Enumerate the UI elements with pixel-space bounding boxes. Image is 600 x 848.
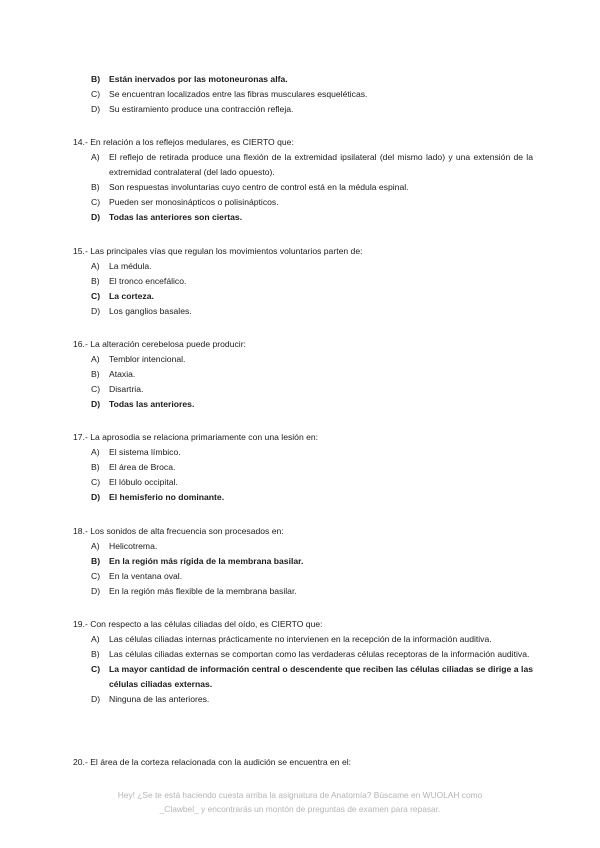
option-letter: B) (91, 74, 101, 84)
option-a (73, 352, 533, 367)
option-letter: C) (91, 477, 101, 487)
question-stem: 17.- La aprosodia se relaciona primariamente con una lesión en: (73, 432, 319, 442)
option-text: En la región más rígida de la membrana basilar. (109, 556, 304, 566)
option-text: Las células ciliadas externas se comportan como las verdaderas células receptoras de la información auditiva. (109, 649, 530, 659)
option-c (73, 662, 533, 692)
option-b (73, 647, 533, 662)
option-text: Se encuentran localizados entre las fibras musculares esqueléticas. (109, 89, 368, 99)
option-letter: A) (91, 541, 100, 551)
option-letter: C) (91, 291, 101, 301)
footer-line-2: _Clawbel_ y encontrarás un montón de preguntas de examen para repasar. (159, 804, 441, 814)
option-b (73, 554, 533, 569)
option-letter: C) (91, 384, 101, 394)
option-text: Temblor intencional. (109, 354, 186, 364)
option-letter: B) (91, 649, 100, 659)
option-text: Ataxia. (109, 369, 136, 379)
option-d (73, 584, 533, 599)
question-13-continued (73, 72, 533, 117)
option-d (73, 490, 533, 505)
option-text: La médula. (109, 261, 152, 271)
option-b (73, 367, 533, 382)
option-text: Ninguna de las anteriores. (109, 694, 210, 704)
question-14 (73, 135, 533, 225)
option-letter: B) (91, 182, 100, 192)
option-a (73, 150, 533, 180)
option-c (73, 382, 533, 397)
option-text: Disartria. (109, 384, 144, 394)
option-letter: D) (91, 586, 101, 596)
option-letter: B) (91, 462, 100, 472)
option-text: Las células ciliadas internas prácticamente no intervienen en la recepción de la información auditiva. (109, 634, 492, 644)
option-text: El hemisferio no dominante. (109, 492, 225, 502)
option-a (73, 445, 533, 460)
question-stem: 20.- El área de la corteza relacionada con la audición se encuentra en el: (73, 757, 352, 767)
option-a (73, 632, 533, 647)
option-letter: C) (91, 664, 101, 674)
option-letter: B) (91, 556, 101, 566)
option-c (73, 569, 533, 584)
option-letter: A) (91, 447, 100, 457)
option-c (73, 87, 533, 102)
option-letter: B) (91, 369, 100, 379)
option-text: El sistema límbico. (109, 447, 181, 457)
option-text: El tronco encefálico. (109, 276, 187, 286)
question-stem: 18.- Los sonidos de alta frecuencia son procesados en: (73, 526, 284, 536)
option-letter: C) (91, 197, 101, 207)
option-letter: C) (91, 571, 101, 581)
footer-line-1: Hey! ¿Se te está haciendo cuesta arriba la asignatura de Anatomía? Búscame en WUOLAH como (117, 790, 483, 800)
option-text: La corteza. (109, 291, 154, 301)
option-text: Pueden ser monosinápticos o polisinápticos. (109, 197, 279, 207)
option-a (73, 259, 533, 274)
option-letter: D) (91, 399, 101, 409)
option-d (73, 397, 533, 412)
option-text: Su estiramiento produce una contracción refleja. (109, 104, 294, 114)
option-letter: A) (91, 634, 100, 644)
option-d (73, 692, 533, 707)
question-stem: 16.- La alteración cerebelosa puede producir: (73, 339, 246, 349)
option-letter: D) (91, 694, 101, 704)
option-letter: A) (91, 354, 100, 364)
option-d (73, 304, 533, 319)
option-c (73, 195, 533, 210)
option-letter: D) (91, 492, 101, 502)
option-letter: D) (91, 306, 101, 316)
option-text: El lóbulo occipital. (109, 477, 178, 487)
question-stem: 19.- Con respecto a las células ciliadas del oído, es CIERTO que: (73, 619, 323, 629)
option-text: Son respuestas involuntarias cuyo centro de control está en la médula espinal. (109, 182, 409, 192)
option-d (73, 102, 533, 117)
option-letter: D) (91, 212, 101, 222)
option-text: Están inervados por las motoneuronas alfa. (109, 74, 288, 84)
question-17 (73, 430, 533, 505)
option-text: Todas las anteriores. (109, 399, 195, 409)
option-text: Los ganglios basales. (109, 306, 192, 316)
option-letter: C) (91, 89, 101, 99)
footer-note (60, 788, 540, 816)
option-c (73, 475, 533, 490)
option-letter: B) (91, 276, 100, 286)
option-d (73, 210, 533, 225)
option-b (73, 180, 533, 195)
option-letter: A) (91, 152, 100, 162)
question-stem: 15.- Las principales vías que regulan los movimientos voluntarios parten de: (73, 246, 363, 256)
option-c (73, 289, 533, 304)
option-text: Helicotrema. (109, 541, 158, 551)
option-b (73, 274, 533, 289)
question-18 (73, 524, 533, 599)
option-text: Todas las anteriores son ciertas. (109, 212, 243, 222)
option-a (73, 539, 533, 554)
option-text: En la ventana oval. (109, 571, 183, 581)
option-text: En la región más flexible de la membrana basilar. (109, 586, 297, 596)
question-19 (73, 617, 533, 707)
question-stem: 14.- En relación a los reflejos medulares, es CIERTO que: (73, 137, 294, 147)
option-letter: D) (91, 104, 101, 114)
option-b (73, 460, 533, 475)
option-b (73, 72, 533, 87)
option-letter: A) (91, 261, 100, 271)
question-15 (73, 244, 533, 319)
option-text: La mayor cantidad de información central o descendente que reciben las células ciliadas se dirige a las células ciliadas externas. (109, 664, 533, 689)
question-16 (73, 337, 533, 412)
option-text: El área de Broca. (109, 462, 176, 472)
question-20 (73, 755, 533, 770)
option-text: El reflejo de retirada produce una flexión de la extremidad ipsilateral (del mismo lado) y una extensión de la extremidad contralateral (del lado opuesto). (109, 152, 533, 177)
